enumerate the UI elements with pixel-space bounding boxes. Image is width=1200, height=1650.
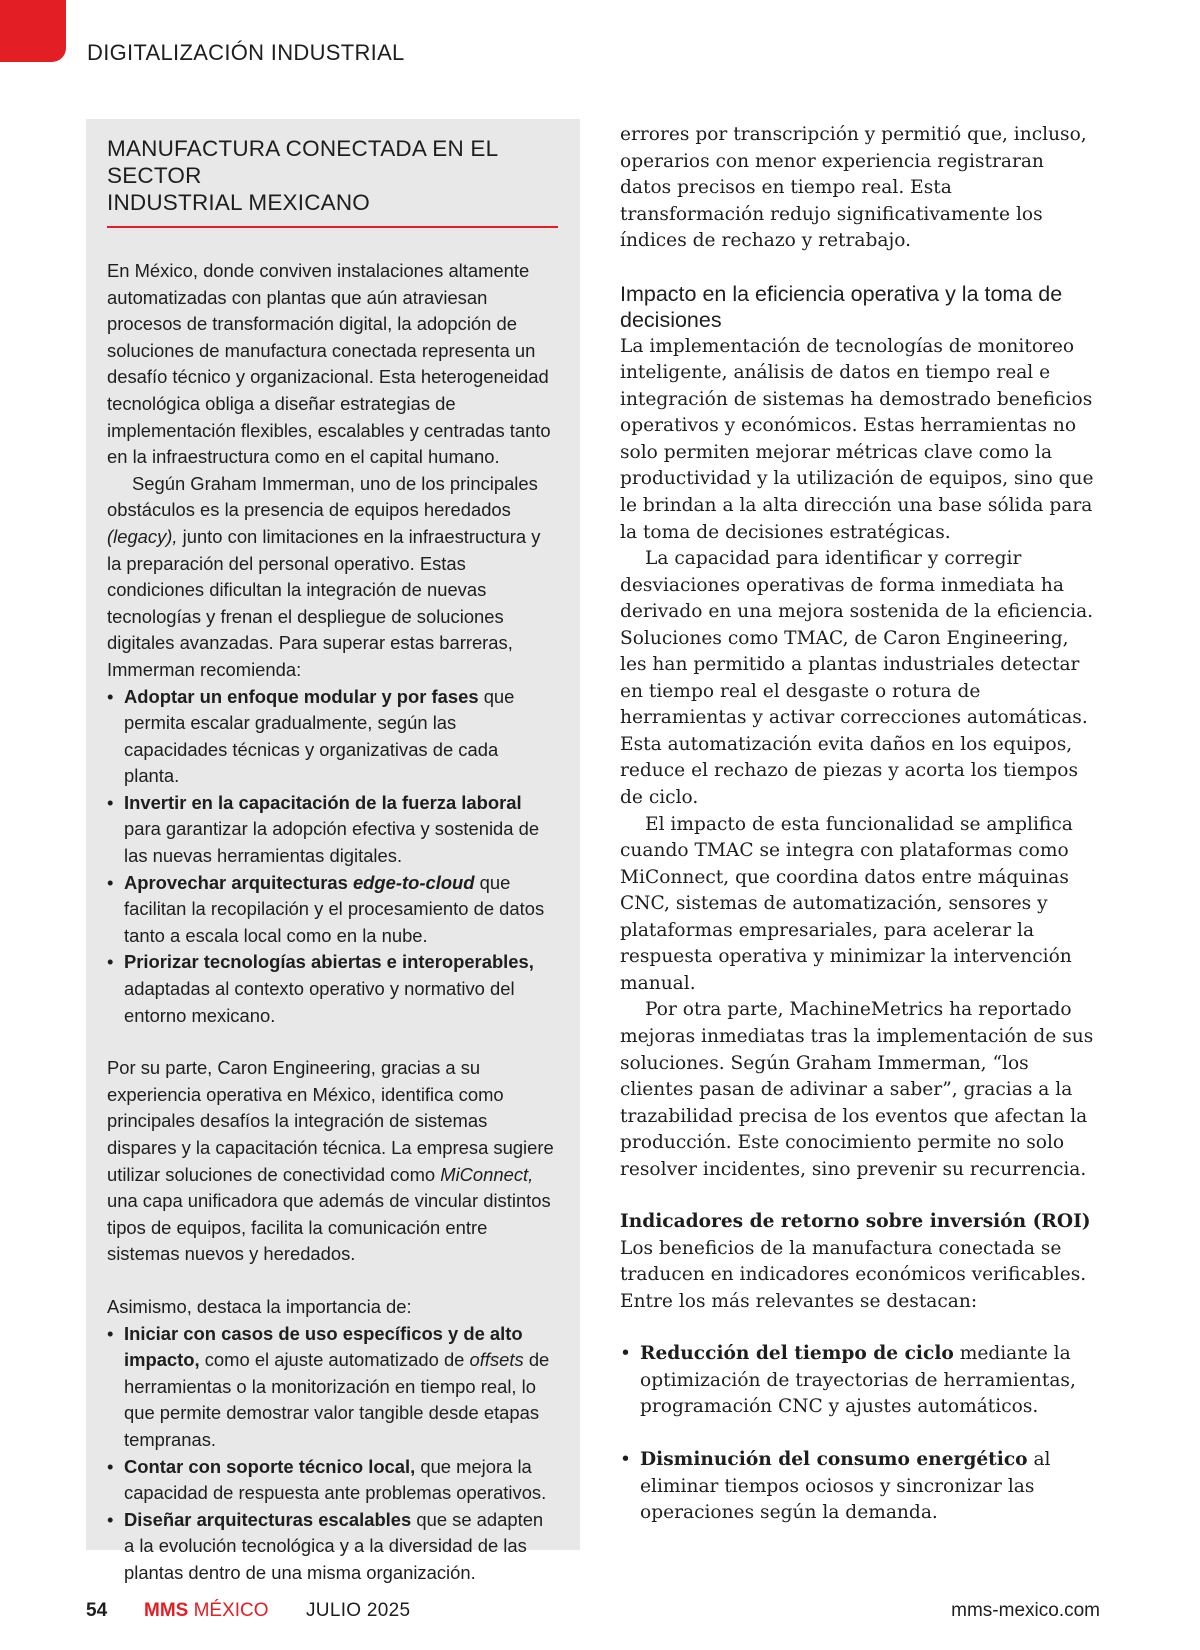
- bullet-text: que se adapten a la evolución tecnológica y a la diversidad de las plantas dentro de una misma organización.: [124, 1508, 544, 1583]
- bullet-text: para garantizar la adopción efectiva y sostenida de las nuevas herramientas digitales.: [124, 818, 540, 867]
- text-run: una capa unificadora que además de vincular distintos tipos de equipos, facilita la comunicación entre sistemas nuevos y heredados.: [107, 1190, 551, 1265]
- main-column: [620, 122, 1100, 1527]
- list-item: [107, 1321, 558, 1454]
- bullet-text: al eliminar tiempos ociosos y sincronizar las operaciones según la demanda.: [640, 1449, 1051, 1524]
- sidebar-title-line2: INDUSTRIAL MEXICANO: [107, 190, 371, 215]
- bullet-text: adaptadas al contexto operativo y normativo del entorno mexicano.: [124, 978, 515, 1026]
- page-number: 54: [86, 1600, 108, 1621]
- main-bullet-list: [620, 1341, 1100, 1421]
- sidebar-title: [107, 135, 558, 216]
- bullet-lead: Iniciar con casos de uso específicos y de alto impacto,: [124, 1322, 523, 1371]
- list-item: [620, 1447, 1100, 1527]
- text-run: junto con limitaciones en la infraestructura y la preparación del personal operativo. Estas condiciones dificultan la integración de nuevas tecnologías y frenan el despliegue de soluciones digitales avanzadas. Para superar estas barreras, Immerman recomienda:: [107, 525, 541, 680]
- bullet-text: como el ajuste automatizado de: [199, 1349, 470, 1371]
- body-paragraph: errores por transcripción y permitió que, incluso, operarios con menor experiencia registraran datos precisos en tiempo real. Esta transformación redujo significativamente los índices de rechazo y retrabajo.: [620, 124, 1087, 252]
- text-run: Según Graham Immerman, uno de los principales obstáculos es la presencia de equipos heredados: [107, 472, 538, 521]
- brand-bold: MMS: [144, 1600, 189, 1621]
- body-paragraph: La capacidad para identificar y corregir desviaciones operativas de forma inmediata ha derivado en una mejora sostenida de la eficiencia. Soluciones como TMAC, de Caron Engineering, les han permitido a plantas industriales detectar en tiempo real el desgaste o rotura de herramientas y activar correcciones automáticas. Esta automatización evita daños en los equipos, reduce el rechazo de piezas y acorta los tiempos de ciclo.: [620, 548, 1094, 809]
- text-run: Por su parte, Caron Engineering, gracias a su experiencia operativa en México, identifica como principales desafíos la integración de sistemas dispares y la capacitación técnica. La empresa sugiere utilizar soluciones de conectividad como: [107, 1057, 554, 1185]
- bullet-text-italic: offsets: [469, 1349, 524, 1371]
- page-footer: [86, 1600, 1100, 1630]
- bullet-lead: Priorizar tecnologías abiertas e interoperables,: [124, 951, 534, 973]
- body-paragraph: Los beneficios de la manufactura conectada se traducen en indicadores económicos verificables. Entre los más relevantes se destacan:: [620, 1237, 1087, 1312]
- bullet-lead: Disminución del consumo energético: [640, 1449, 1028, 1471]
- magazine-brand: [144, 1600, 269, 1622]
- sidebar-bullet-list: [107, 1321, 558, 1587]
- bullet-lead: Reducción del tiempo de ciclo: [640, 1343, 954, 1365]
- bullet-text: que mejora la capacidad de respuesta ante problemas operativos.: [124, 1455, 547, 1504]
- bullet-text: de herramientas o la monitorización en tiempo real, lo que permite demostrar valor tangible desde etapas tempranas.: [124, 1349, 550, 1450]
- body-paragraph: El impacto de esta funcionalidad se amplifica cuando TMAC se integra con plataformas como MiConnect, que coordina datos entre máquinas CNC, sistemas de automatización, sensores y plataformas empresariales, para acelerar la respuesta operativa y minimizar la intervención manual.: [620, 813, 1073, 994]
- issue-date: JULIO 2025: [306, 1600, 411, 1621]
- body-paragraph: La implementación de tecnologías de monitoreo inteligente, análisis de datos en tiempo real e integración de sistemas ha demostrado beneficios operativos y económicos. Estas herramientas no solo permiten mejorar métricas clave como la productividad y la utilización de equipos, sino que le brindan a la alta dirección una base sólida para la toma de decisiones estratégicas.: [620, 335, 1094, 543]
- sidebar-paragraph: [107, 1055, 558, 1268]
- bullet-lead-italic: edge-to-cloud: [352, 871, 475, 893]
- bullet-lead: Aprovechar arquitecturas: [124, 871, 353, 893]
- section-color-tab: [0, 0, 66, 62]
- bullet-text: mediante la optimización de trayectorias de herramientas, programación CNC y ajustes automáticos.: [640, 1343, 1076, 1418]
- sidebar-paragraph: Asimismo, destaca la importancia de:: [107, 1295, 412, 1317]
- list-item: [620, 1341, 1100, 1421]
- bullet-lead: Invertir en la capacitación de la fuerza laboral: [124, 791, 522, 813]
- bullet-text: que permita escalar gradualmente, según las capacidades técnicas y organizativas de cada planta.: [124, 685, 515, 787]
- bullet-text: que facilitan la recopilación y el procesamiento de datos tanto a escala local como en la nube.: [124, 871, 545, 946]
- sidebar-paragraph: En México, donde conviven instalaciones altamente automatizadas con plantas que aún atraviesan procesos de transformación digital, la adopción de soluciones de manufactura conectada representa un desafío técnico y organizacional. Esta heterogeneidad tecnológica obliga a diseñar estrategias de implementación flexibles, escalables y centradas tanto en la infraestructura como en el capital humano.: [107, 260, 551, 468]
- list-item: [107, 1507, 558, 1587]
- brand-rest: MÉXICO: [188, 1600, 269, 1621]
- sidebar-title-rule: [107, 226, 558, 228]
- website-url: mms-mexico.com: [951, 1600, 1100, 1621]
- section-label: DIGITALIZACIÓN INDUSTRIAL: [87, 40, 405, 65]
- subheading: Impacto en la eficiencia operativa y la toma de decisiones: [620, 281, 1063, 333]
- bullet-lead: Contar con soporte técnico local,: [124, 1455, 416, 1477]
- sidebar-title-line1: MANUFACTURA CONECTADA EN EL SECTOR: [107, 136, 498, 188]
- list-item: [107, 684, 558, 790]
- bullet-lead: Adoptar un enfoque modular y por fases: [124, 685, 479, 707]
- text-run-italic: MiConnect,: [440, 1163, 534, 1185]
- list-item: [107, 949, 558, 1029]
- sidebar-bullet-list: [107, 684, 558, 1030]
- main-bullet-list: [620, 1447, 1100, 1527]
- body-paragraph: Por otra parte, MachineMetrics ha reportado mejoras inmediatas tras la implementación de sus soluciones. Según Graham Immerman, “los clientes pasan de adivinar a saber”, gracias a la trazabilidad precisa de los eventos que afectan la producción. Este conocimiento permite no solo resolver incidentes, sino prevenir su recurrencia.: [620, 999, 1094, 1180]
- list-item: [107, 790, 558, 870]
- sidebar-box: [86, 119, 580, 1583]
- list-item: [107, 870, 558, 950]
- text-run-italic: (legacy),: [107, 525, 178, 547]
- sidebar-paragraph: [107, 471, 558, 684]
- list-item: [107, 1454, 558, 1507]
- subheading: Indicadores de retorno sobre inversión (ROI): [620, 1211, 1091, 1233]
- bullet-lead: Diseñar arquitecturas escalables: [124, 1508, 412, 1530]
